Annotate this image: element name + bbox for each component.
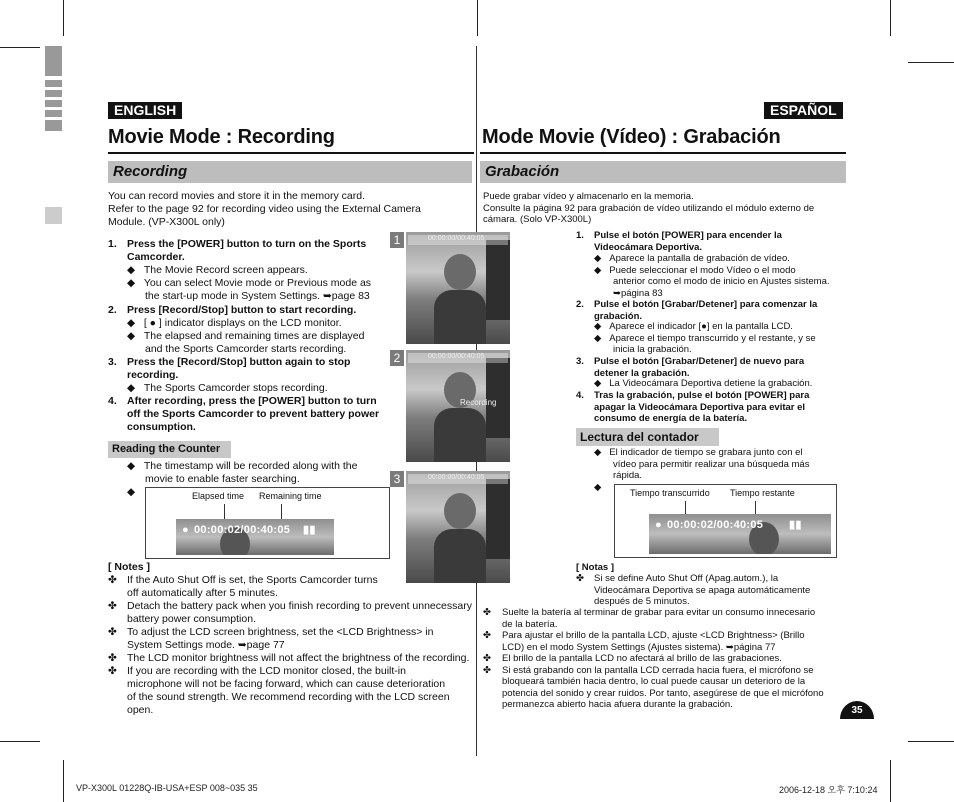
pointer-line — [755, 501, 756, 514]
counter-display: 00:00:02/00:40:05 — [194, 524, 291, 536]
crop-mark — [63, 760, 64, 802]
step-1-text-spanish: Pulse el botón [POWER] para encender la Videocámara Deportiva. — [594, 230, 782, 253]
notes-heading: [ Notes ] — [108, 561, 150, 573]
screen-number: 1 — [390, 232, 404, 248]
language-label-spanish: ESPAÑOL — [764, 102, 843, 119]
elapsed-time-label: Tiempo transcurrido — [630, 488, 710, 498]
step-1: 1. — [108, 238, 117, 250]
screen-number: 3 — [390, 471, 404, 487]
counter-diagram — [145, 487, 390, 559]
footer-left: VP-X300L 01228Q-IB-USA+ESP 008~035 35 — [76, 783, 258, 793]
elapsed-time-label: Elapsed time — [192, 491, 245, 501]
page-number: 35 — [851, 705, 863, 716]
tab-strip — [45, 110, 62, 117]
note-bullet-icon: ✤ — [483, 664, 491, 676]
step-2: 2. — [108, 304, 117, 316]
notes-first-spanish: ✤ Si se define Auto Shut Off (Apag.autom.), la Videocámara Deportiva se apaga automáticamente después de 5 minutos. — [576, 573, 811, 607]
lcd-screen-2 — [406, 350, 510, 462]
intro-text: You can record movies and store it in the memory card. Refer to the page 92 for recording video using the External Camera Module. (VP-X300L only) — [108, 190, 421, 228]
lcd-screen-1 — [406, 232, 510, 344]
counter-heading-bar: Reading the Counter — [108, 441, 231, 458]
crop-mark — [890, 0, 891, 36]
bullet: ◆ [ ● ] indicator displays on the LCD monitor. ◆ The elapsed and remaining times are displayed and the Sports Camcorder starts recording. — [127, 317, 365, 355]
notes-list-spanish: ✤ Suelte la batería al terminar de grabar para evitar un consumo innecesario de la batería. ✤ Para ajustar el brillo de la pantalla LCD, ajuste <LCD Brightness> (Brillo LCD) en el modo System Settings (Ajustes sistema). ➥página 77 ✤ El brillo de la pantalla LCD no afectará al brillo de las grabaciones. ✤ Si está grabando con la pantalla LCD cerrada hacia fuera, el micrófono se bloqueará también hacia dentro, lo cual puede causar un deterioro de la potencia del sonido y crear ruidos. Por tanto, asegúrese de que el micrófono permanezca abierto hacia afuera durante la grabación. — [483, 607, 824, 710]
crop-mark — [890, 760, 891, 802]
tab-strip — [45, 46, 62, 76]
bullet: ◆ La Videocámara Deportiva detiene la grabación. — [594, 378, 813, 389]
pointer-line — [281, 504, 282, 519]
recording-overlay: Recording — [460, 398, 497, 407]
page-title-spanish: Mode Movie (Vídeo) : Grabación — [482, 126, 781, 148]
section-bar-spanish — [480, 161, 846, 183]
step-3-text: Press the [Record/Stop] button again to stop recording. — [127, 356, 351, 381]
step-2-spanish: 2. — [576, 299, 584, 310]
step-4-text-spanish: Tras la grabación, pulse el botón [POWER] para apagar la Videocámara Deportiva para evitar el consumo de energía de la batería. — [594, 390, 810, 424]
title-rule — [108, 152, 474, 154]
crop-mark — [908, 62, 954, 63]
crop-mark — [908, 741, 954, 742]
step-1-spanish: 1. — [576, 230, 584, 241]
pointer-line — [224, 504, 225, 519]
bullet: ◆ Aparece el indicador [●] en la pantalla LCD. ◆ Aparece el tiempo transcurrido y el restante, y se inicia la grabación. — [594, 321, 816, 355]
tab-strip — [45, 120, 62, 131]
note-bullet-icon: ✤ — [108, 652, 117, 664]
notes-heading-spanish: [ Notas ] — [576, 562, 614, 573]
lcd-preview — [649, 514, 831, 554]
step-2-text-spanish: Pulse el botón [Grabar/Detener] para comenzar la grabación. — [594, 299, 818, 322]
section-title: Recording — [113, 163, 188, 180]
step-2-text: Press [Record/Stop] button to start recording. — [127, 304, 357, 316]
intro-text-spanish: Puede grabar vídeo y almacenarlo en la memoria. Consulte la página 92 para grabación de vídeo utilizando el módulo externo de cámara. (Solo VP-X300L) — [483, 191, 815, 225]
section-title: Grabación — [485, 163, 560, 180]
tab-strip — [45, 80, 62, 87]
battery-icon: ▮▮ — [789, 519, 802, 531]
step-3-spanish: 3. — [576, 356, 584, 367]
crop-mark — [0, 47, 40, 48]
note-bullet-icon: ✤ — [483, 607, 491, 618]
record-indicator-icon: ● — [655, 519, 662, 531]
title-rule — [480, 152, 846, 154]
counter-display: 00:00:02/00:40:05 — [667, 519, 764, 531]
note-bullet-icon: ✤ — [483, 653, 491, 664]
language-label-english: ENGLISH — [108, 102, 182, 119]
osd-time: 00:00:00/00:40:05 — [428, 235, 485, 242]
osd-time: 00:00:00/00:40:05 — [428, 353, 485, 360]
footer-right: 2006-12-18 오후 7:10:24 — [779, 785, 878, 795]
note-bullet-icon: ✤ — [108, 626, 117, 638]
crop-mark — [63, 0, 64, 36]
step-3: 3. — [108, 356, 117, 368]
tab-strip — [45, 207, 62, 224]
counter-heading-bar-spanish: Lectura del contador — [576, 428, 719, 446]
tab-strip — [45, 100, 62, 107]
lcd-preview — [176, 519, 334, 555]
note-bullet-icon: ✤ — [108, 574, 117, 586]
bullet: ◆ The Movie Record screen appears. ◆ You can select Movie mode or Previous mode as the start-up mode in System Settings. ➥page 83 — [127, 264, 372, 302]
remaining-time-label: Remaining time — [259, 491, 322, 501]
tab-strip — [45, 90, 62, 97]
page-title-english: Movie Mode : Recording — [108, 126, 335, 148]
step-4: 4. — [108, 395, 117, 407]
screen-number: 2 — [390, 350, 404, 366]
bullet: ◆ Aparece la pantalla de grabación de vídeo. ◆ Puede seleccionar el modo Vídeo o el modo anterior como el modo de inicio en Ajustes sistema. ➥página 83 — [594, 253, 830, 299]
osd-time: 00:00:00/00:40:05 — [428, 474, 485, 481]
bullet: ◆ The Sports Camcorder stops recording. — [127, 382, 328, 394]
note-bullet-icon: ✤ — [108, 665, 117, 677]
counter-bullet-spanish: ◆ El indicador de tiempo se grabara junto con el vídeo para permitir realizar una búsqueda más rápida. ◆ — [594, 447, 810, 493]
lcd-screen-3 — [406, 471, 510, 583]
pointer-line — [685, 501, 686, 514]
section-bar-english — [108, 161, 472, 183]
battery-icon: ▮▮ — [303, 524, 316, 536]
step-1-text: Press the [POWER] button to turn on the Sports Camcorder. — [127, 238, 367, 263]
note-bullet-icon: ✤ — [576, 573, 584, 584]
counter-diagram-spanish — [614, 484, 837, 558]
step-3-text-spanish: Pulse el botón [Grabar/Detener] de nuevo para detener la grabación. — [594, 356, 805, 379]
step-4-spanish: 4. — [576, 390, 584, 401]
crop-mark — [0, 741, 40, 742]
note-bullet-icon: ✤ — [483, 630, 491, 641]
step-4-text: After recording, press the [POWER] button to turn off the Sports Camcorder to prevent battery power consumption. — [127, 395, 380, 433]
notes-list: ✤ If the Auto Shut Off is set, the Sports Camcorder turns off automatically after 5 minutes. ✤ Detach the battery pack when you finish recording to prevent unnecessary battery power consumption. ✤ To adjust the LCD screen brightness, set the <LCD Brightness> in System Settings mode. ➥page 77 ✤ The LCD monitor brightness will not affect the brightness of the recording. ✤ If you are recording with the LCD monitor closed, the built-in microphone will not be facing forward, which can cause deterioration of the sound strength. We recommend recording with the LCD screen open. — [108, 574, 472, 716]
crop-mark — [477, 0, 478, 36]
remaining-time-label: Tiempo restante — [730, 488, 795, 498]
record-indicator-icon: ● — [182, 524, 189, 536]
note-bullet-icon: ✤ — [108, 600, 117, 612]
counter-bullet: ◆ The timestamp will be recorded along with the movie to enable faster searching. ◆ — [127, 460, 358, 498]
